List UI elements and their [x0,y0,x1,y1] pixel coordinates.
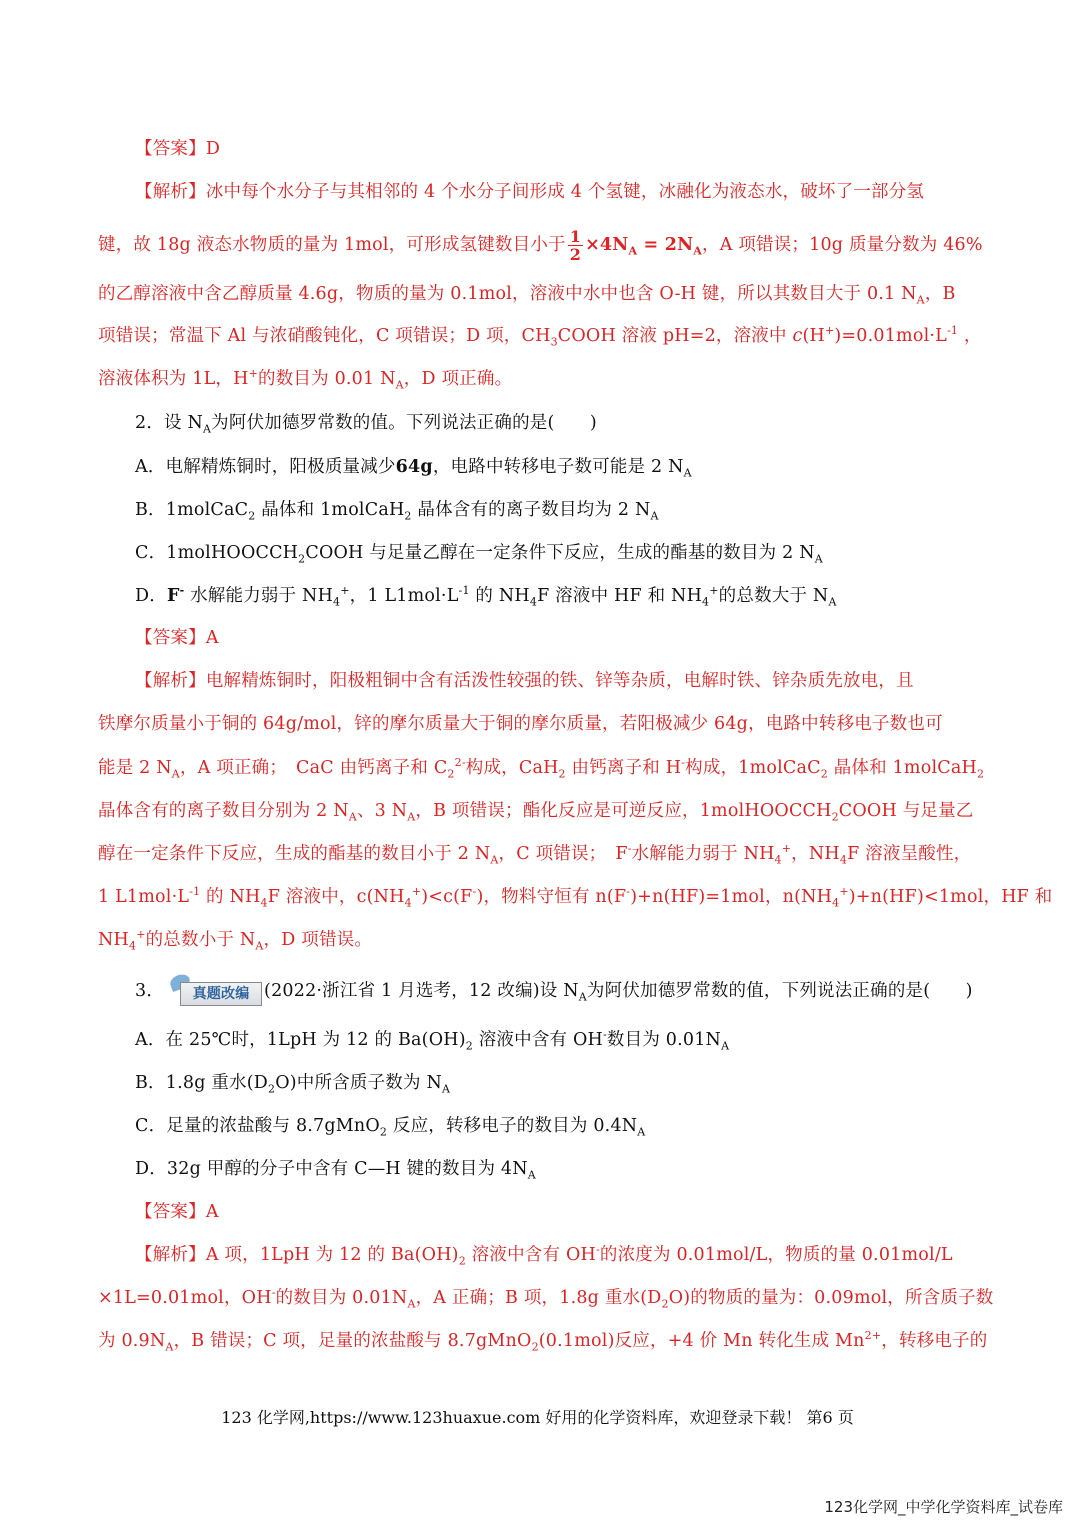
q2-answer: 【答案】A [135,628,219,648]
q3-analysis-line3: 为 $0.9N_A$，B 错误；C 项，足量的浓盐酸与 8.7gMnO$_2$(0.1mol)反应，+4 价 Mn 转化生成 $Mn^{2+}$，转移电子的 [98,1329,988,1354]
q2-analysis-line6: 1 $L1mol\cdot L^{-1}$ 的 $NH_4F$ 溶液中，$c(NH_4^+)<c(F^-)$，物料守恒有 n(F-)+n(HF)=1mol，$n(NH_4^+)+n(HF)<1mol$，HF 和 [98,885,1053,910]
fraction-half: $\frac{1}{2}$ [569,227,582,264]
q2-analysis-line7: $NH_4^+$的总数小于 $N_A$，D 项错误。 [98,928,373,953]
real-exam-badge: 真题改编 [166,979,262,1005]
q2-option-c: C．1molHOOCCH$_2$COOH 与足量乙醇在一定条件下反应，生成的酯基的数目为 2 $N_A$ [135,543,823,566]
q3-option-b: B．1.8g 重水$(D_2O)$中所含质子数为 $N_A$ [135,1073,451,1096]
q3-answer: 【答案】A [135,1202,219,1222]
q2-analysis-line4: 晶体含有的离子数目分别为 2 $N_A$、3 $N_A$，B 项错误；酯化反应是可逆反应，1molHOOCCH$_2$COOH 与足量乙 [98,801,974,824]
q3-option-a: A．在 25℃时，1LpH 为 12 的 $Ba(OH)_2$ 溶液中含有 OH-数目为 $0.01N_A$ [135,1028,730,1053]
q1-answer: 【答案】D [135,139,221,159]
q2-option-a: A．电解精炼铜时，阳极质量减少64g，电路中转移电子数可能是 2 $N_A$ [135,457,692,480]
q2-option-b: B．1molCaC$_2$ 晶体和 1molCaH$_2$ 晶体含有的离子数目均为 2 $N_A$ [135,500,659,523]
site-watermark: 123化学网_中学化学资料库_试卷库 [824,1498,1063,1516]
q1-analysis-line4: 项错误；常温下 Al 与浓硝酸钝化，C 项错误；D 项，$CH_3COOH$ 溶液 pH=2，溶液中 $c(H^+)=0.01mol\cdot L^{-1}$ ， [98,324,982,349]
q2-option-d: D．F- 水解能力弱于 $NH_4^+$，1 $L1mol\cdot L^{-1}$ 的 $NH_4F$ 溶液中 HF 和 $NH_4^+$的总数大于 $N_A$ [135,584,837,609]
q3-option-d: D．32g 甲醇的分子中含有 C—H 键的数目为 $4N_A$ [135,1159,536,1182]
q2-analysis-line5: 醇在一定条件下反应，生成的酯基的数目小于 2 $N_A$，C 项错误； F-水解能力弱于 $NH_4^+$，$NH_4F$ 溶液呈酸性， [98,842,972,867]
q2-analysis-line1: 【解析】电解精炼铜时，阳极粗铜中含有活泼性较强的铁、锌等杂质，电解时铁、锌杂质先放电，且 [135,671,914,691]
q1-analysis-line5: 溶液体积为 1L，H+的数目为 0.01 $N_A$，D 项正确。 [98,367,513,392]
q2-analysis-line3: 能是 2 $N_A$，A 项正确； CaC 由钙离子和 $C_2^{2-}$构成，CaH$_2$ 由钙离子和 H-构成，1molCaC$_2$ 晶体和 1molCaH$_2$ [98,756,985,781]
q2-stem: 2．设 $N_A$为阿伏加德罗常数的值。下列说法正确的是( ) [135,413,597,436]
q3-analysis-line2: ×1L=0.01mol，OH-的数目为 $0.01N_A$，A 正确；B 项，1.8g 重水$(D_2O)$的物质的量为：0.09mol，所含质子数 [98,1286,994,1311]
q3-analysis-line1: 【解析】A 项，1LpH 为 12 的 $Ba(OH)_2$ 溶液中含有 OH-的浓度为 0.01mol/L，物质的量 0.01mol/L [135,1243,953,1268]
q3-option-c: C．足量的浓盐酸与 8.7gMnO$_2$ 反应，转移电子的数目为 $0.4N_A$ [135,1116,646,1139]
q3-stem: 3． 真题改编 (2022·浙江省 1 月选考，12 改编)设 $N_A$为阿伏加德罗常数的值，下列说法正确的是( ) [135,978,980,1005]
q1-analysis-line3: 的乙醇溶液中含乙醇质量 4.6g，物质的量为 0.1mol，溶液中水中也含 O-H 键，所以其数目大于 0.1 $N_A$，B [98,284,956,307]
page-footer: 123 化学网,https://www.123huaxue.com 好用的化学资料库，欢迎登录下载！ 第6 页 [221,1408,854,1427]
q1-analysis-line1: 【解析】冰中每个水分子与其相邻的 4 个水分子间形成 4 个氢键，冰融化为液态水，破坏了一部分氢 [135,182,925,202]
q1-analysis-line2: 键，故 18g 液态水物质的量为 1mol，可形成氢键数目小于 $\frac{1}{2}$ $\times 4N_A = 2N_A$，A 项错误；10g 质量分数为 46% [98,227,983,264]
q2-analysis-line2: 铁摩尔质量小于铜的 64g/mol，锌的摩尔质量大于铜的摩尔质量，若阳极减少 64g，电路中转移电子数也可 [98,714,943,734]
